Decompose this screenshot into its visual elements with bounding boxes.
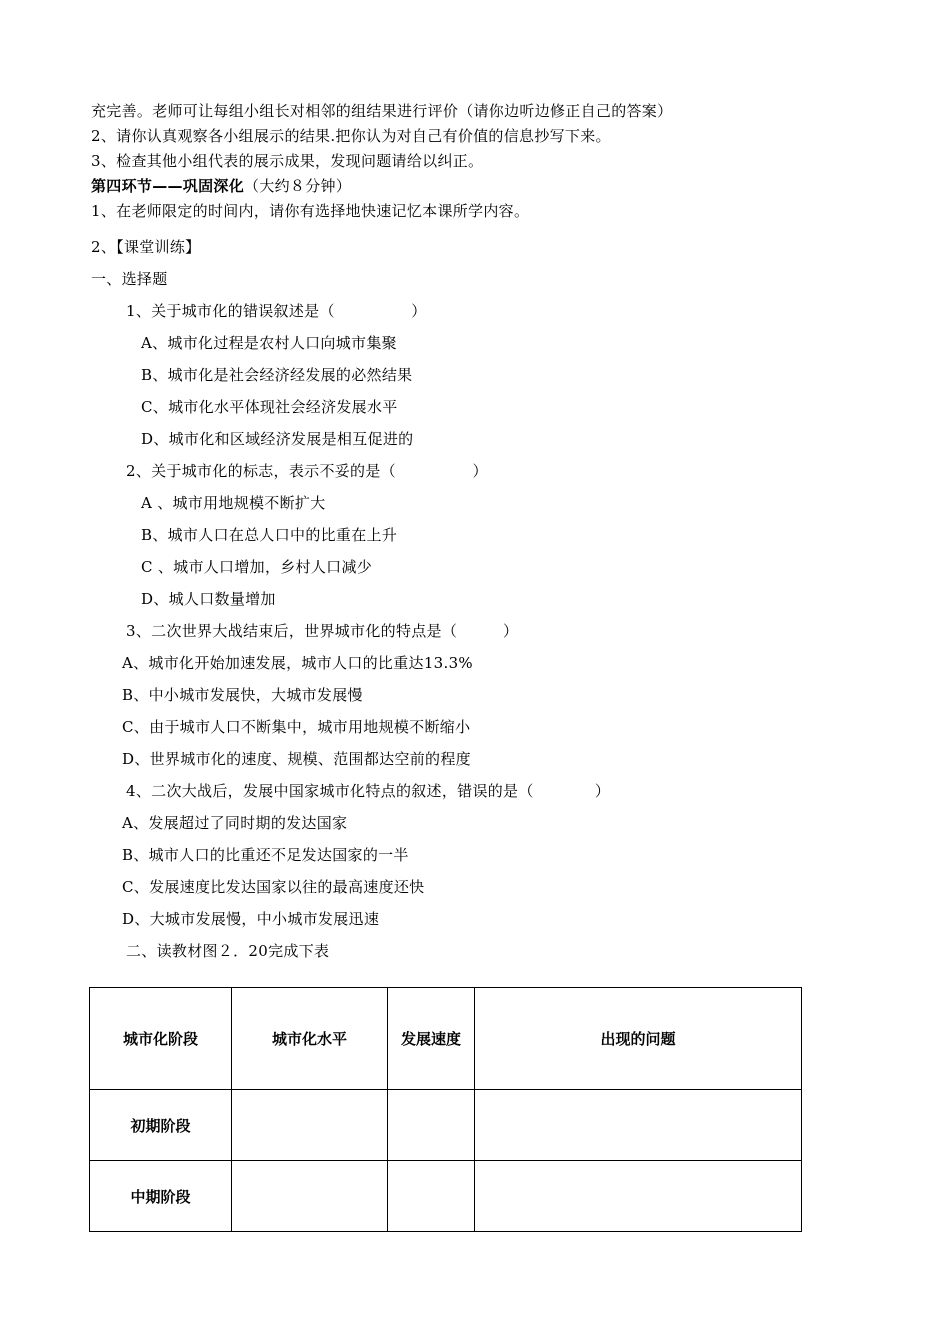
table-cell[interactable] xyxy=(388,1090,475,1161)
question-4-stem: 4、二次大战后，发展中国家城市化特点的叙述，错误的是（ ） xyxy=(126,782,611,800)
table-row-label: 中期阶段 xyxy=(90,1161,232,1232)
question-3-stem: 3、二次世界大战结束后，世界城市化的特点是（ ） xyxy=(126,622,519,640)
question-3-option-a: A、城市化开始加速发展，城市人口的比重达13.3% xyxy=(122,654,473,672)
question-1-option-d: D、城市化和区域经济发展是相互促进的 xyxy=(141,430,414,448)
table-header-row xyxy=(90,988,802,1090)
question-1-option-a: A、城市化过程是农村人口向城市集聚 xyxy=(141,334,397,352)
table-row xyxy=(90,1090,802,1161)
table-header-cell: 出现的问题 xyxy=(475,988,802,1090)
intro-line-3: 3、检查其他小组代表的展示成果，发现问题请给以纠正。 xyxy=(91,152,484,170)
question-1-option-b: B、城市化是社会经济经发展的必然结果 xyxy=(141,366,413,384)
question-4-option-b: B、城市人口的比重还不足发达国家的一半 xyxy=(122,846,409,864)
practice-title: 2、【课堂训练】 xyxy=(91,238,201,256)
table-cell[interactable] xyxy=(475,1161,802,1232)
question-2-option-a: A 、城市用地规模不断扩大 xyxy=(141,494,326,512)
table-row-label: 初期阶段 xyxy=(90,1090,232,1161)
table-cell[interactable] xyxy=(232,1090,388,1161)
question-2-option-b: B、城市人口在总人口中的比重在上升 xyxy=(141,526,398,544)
section-heading xyxy=(91,176,351,196)
question-3-option-c: C、由于城市人口不断集中，城市用地规模不断缩小 xyxy=(122,718,471,736)
question-3-option-d: D、世界城市化的速度、规模、范围都达空前的程度 xyxy=(122,750,471,768)
question-2-option-d: D、城人口数量增加 xyxy=(141,590,276,608)
section-instruction: 1、在老师限定的时间内，请你有选择地快速记忆本课所学内容。 xyxy=(91,202,530,220)
section-time-note: （大约８分钟） xyxy=(244,177,352,195)
table-cell[interactable] xyxy=(475,1090,802,1161)
table-header-cell: 城市化水平 xyxy=(232,988,388,1090)
section-title: 第四环节——巩固深化 xyxy=(91,177,245,195)
question-4-option-d: D、大城市发展慢，中小城市发展迅速 xyxy=(122,910,380,928)
table-header-cell: 发展速度 xyxy=(388,988,475,1090)
question-2-option-c: C 、城市人口增加，乡村人口减少 xyxy=(141,558,373,576)
table-header-cell: 城市化阶段 xyxy=(90,988,232,1090)
intro-line-2: 2、请你认真观察各小组展示的结果.把你认为对自己有价值的信息抄写下来。 xyxy=(91,127,611,145)
question-1-stem: 1、关于城市化的错误叙述是（ ） xyxy=(126,302,427,320)
question-4-option-c: C、发展速度比发达国家以往的最高速度还快 xyxy=(122,878,425,896)
urbanization-table xyxy=(89,987,802,1232)
question-1-option-c: C、城市化水平体现社会经济发展水平 xyxy=(141,398,398,416)
part-two-title: 二、读教材图２．20完成下表 xyxy=(126,942,330,960)
question-3-option-b: B、中小城市发展快，大城市发展慢 xyxy=(122,686,363,704)
intro-line-1: 充完善。老师可让每组小组长对相邻的组结果进行评价（请你边听边修正自己的答案） xyxy=(91,102,673,120)
question-2-stem: 2、关于城市化的标志，表示不妥的是（ ） xyxy=(126,462,488,480)
table-row xyxy=(90,1161,802,1232)
part-one-title: 一、选择题 xyxy=(91,270,168,288)
question-4-option-a: A、发展超过了同时期的发达国家 xyxy=(122,814,348,832)
table-cell[interactable] xyxy=(232,1161,388,1232)
table-cell[interactable] xyxy=(388,1161,475,1232)
